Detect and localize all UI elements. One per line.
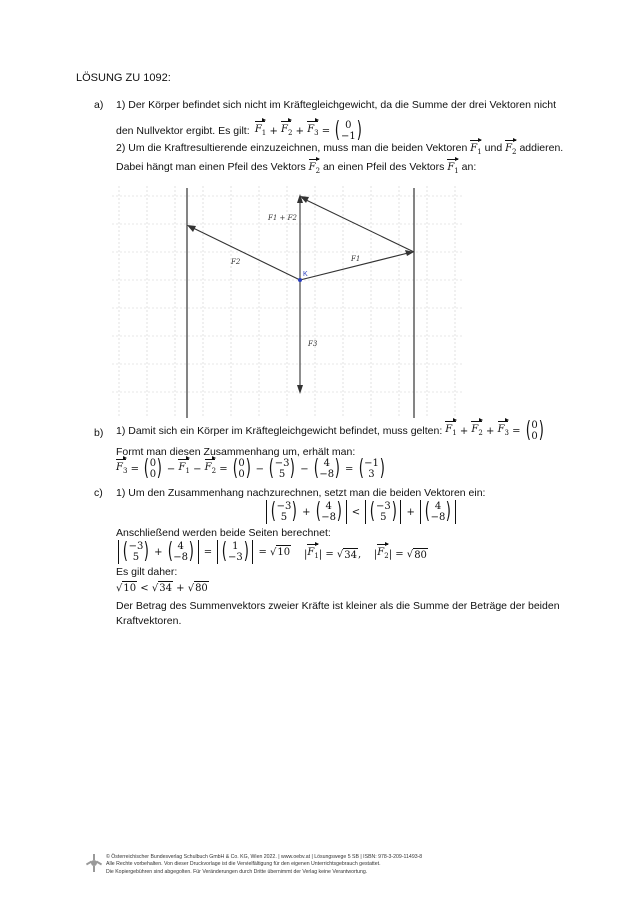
part-a-line2 <box>116 120 363 142</box>
footer-line2: Alle Rechte vorbehalten. Von dieser Druckvorlage ist die Vervielfältigung für den eigenen Unterrichtsgebrauch gestattet. <box>106 861 381 868</box>
part-c-label: c) <box>94 487 103 499</box>
left-side-calc: ( −3 5 ) + ( 4 −8 ) = ( 1 −3 ) = √ 10 <box>116 540 291 564</box>
part-b-label: b) <box>94 427 104 439</box>
label-f1-plus-f2: F1 + F2 <box>268 214 297 222</box>
vector-f3-arrowhead <box>297 385 303 394</box>
part-a-line3: 2) Um die Kraftresultierende einzuzeichnen, muss man die beiden Vektoren $F_1$ und $F_2$ addieren. <box>116 142 563 159</box>
part-a-line3-end: addieren. <box>519 142 564 154</box>
part-c-line3: Es gilt daher: <box>116 566 178 578</box>
point-k <box>298 278 302 282</box>
final-inequality: √ 10 < √ 34 + √ 80 <box>116 582 208 594</box>
vector-f2-shifted <box>302 198 414 252</box>
label-f2: F2 <box>231 258 241 266</box>
label-f3: F3 <box>308 340 318 348</box>
label-f1: F1 <box>351 255 361 263</box>
page-title: LÖSUNG ZU 1092: <box>76 72 171 84</box>
part-c-line5: Kraftvektoren. <box>116 615 182 627</box>
part-a-label: a) <box>94 99 104 111</box>
part-a-line3-text: 2) Um die Kraftresultierende einzuzeichnen, muss man die beiden Vektoren <box>116 142 468 154</box>
part-a-line3-and: und <box>484 142 503 154</box>
part-a-line4-text: Dabei hängt man einen Pfeil des Vektors <box>116 161 306 173</box>
part-b-line2: Formt man diesen Zusammenhang um, erhält man: <box>116 446 356 458</box>
vector-f2-arrowhead <box>187 225 196 232</box>
part-c-line2: Anschließend werden beide Seiten berechnet: <box>116 527 331 539</box>
equilibrium-equation: $F_1$ + $F_2$ + $F_3$ = ( 0 0 ) <box>445 418 544 443</box>
part-c-line1: 1) Um den Zusammenhang nachzurechnen, setzt man die beiden Vektoren ein: <box>116 487 486 499</box>
inequality-setup: ( −3 5 ) + ( 4 −8 ) < ( −3 5 ) + ( 4 −8 ) <box>264 500 458 524</box>
part-a-line2-text: den Nullvektor ergibt. Es gilt: <box>116 124 250 137</box>
part-a-line4-end: an: <box>461 161 477 173</box>
footer-line1: © Österreichischer Bundesverlag Schulbuch GmbH & Co. KG, Wien 2022. | www.oebv.at | Lösungswege 5 SB | ISBN: 978-3-209-11493-8 <box>106 854 423 860</box>
point-k-label: K <box>303 271 308 278</box>
part-a-line4-mid: an einen Pfeil des Vektors <box>322 161 445 173</box>
vector-f2 <box>189 226 300 280</box>
force-diagram <box>112 176 462 421</box>
publisher-logo-icon <box>86 854 102 872</box>
magnitudes: | $F_1$ | = √ 34 , | $F_2$ | = √ 80 <box>304 546 428 563</box>
vector-sum-equation: $F_1$ + $F_2$ + $F_3$ = ( 0 −1 ) <box>254 118 362 143</box>
part-a-line4: Dabei hängt man einen Pfeil des Vektors $F_2$ an einen Pfeil des Vektors $F_1$ an: <box>116 161 476 178</box>
footer-line3: Die Kopiergebühren sind abgegolten. Für Veränderungen durch Dritte übernimmt der Verlag keine Verantwortung. <box>106 868 368 875</box>
part-c-line4: Der Betrag des Summenvektors zweier Kräfte ist kleiner als die Summe der Beträge der beiden <box>116 600 560 612</box>
part-b-line1 <box>116 420 545 442</box>
part-a-line1: 1) Der Körper befindet sich nicht im Kräftegleichgewicht, da die Summe der drei Vektoren nicht <box>116 99 557 111</box>
footer <box>106 854 422 876</box>
f3-equation: $F_3$ = ( 0 0 ) − $F_1$ − $F_2$ = ( 0 0 ) − ( −3 5 ) − ( 4 −8 ) = ( −1 3 ) <box>116 456 385 481</box>
part-b-line1-text: 1) Damit sich ein Körper im Kräftegleichgewicht befindet, muss gelten: <box>116 424 443 437</box>
